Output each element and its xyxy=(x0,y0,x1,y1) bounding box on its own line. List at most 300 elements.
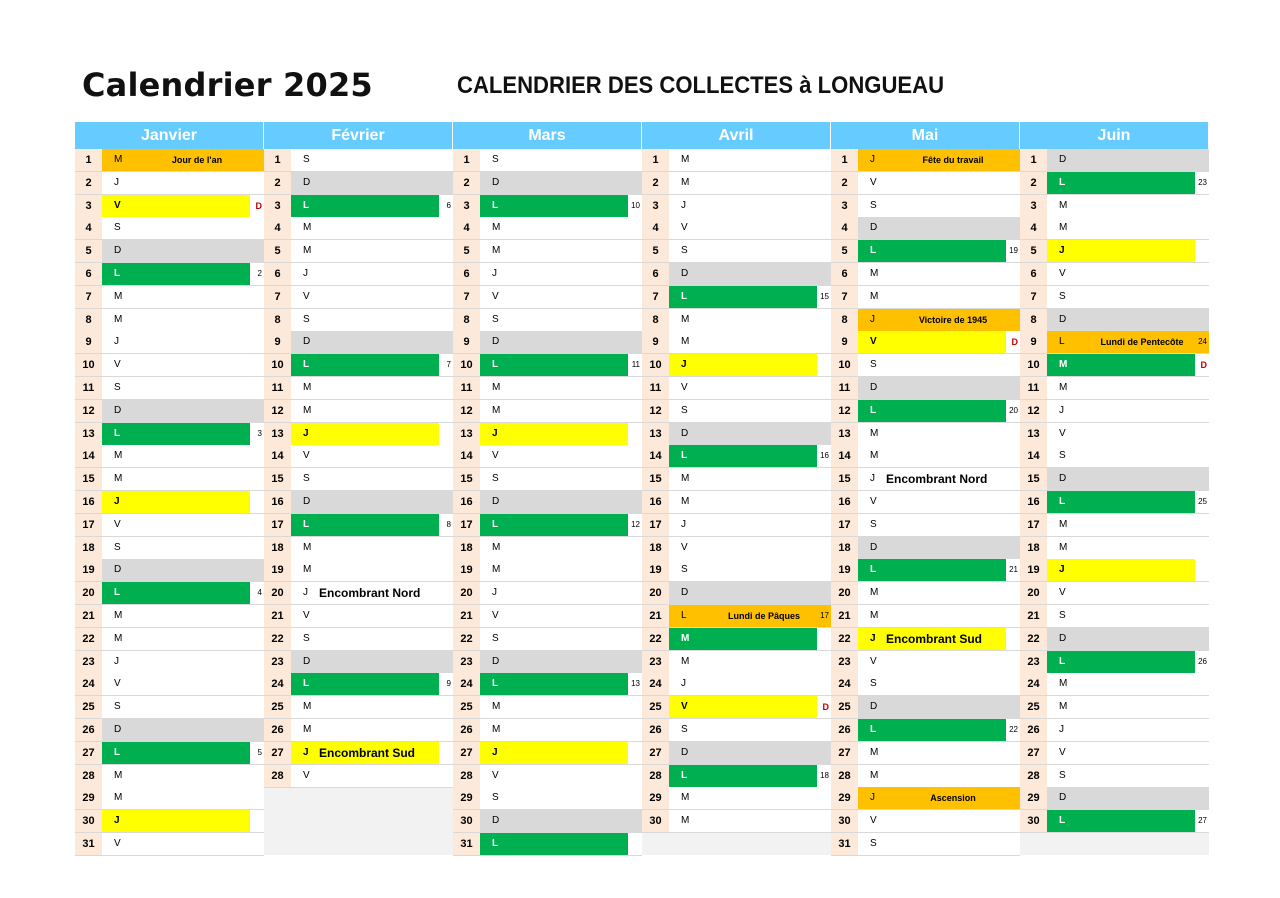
weekday-letter: M xyxy=(114,313,123,325)
weekday-letter: V xyxy=(303,610,310,621)
weekday-letter: L xyxy=(681,450,688,462)
day-cell xyxy=(102,172,250,194)
day-cell xyxy=(480,491,642,513)
day-cell xyxy=(1047,263,1195,285)
day-cell xyxy=(102,810,250,832)
day-row xyxy=(642,559,831,582)
weekday-letter: S xyxy=(114,701,121,713)
day-row xyxy=(642,354,831,377)
weekday-letter: L xyxy=(492,838,499,849)
day-number: 23 xyxy=(75,651,102,673)
day-row xyxy=(75,514,264,537)
week-number: 2 xyxy=(257,269,262,278)
weekday-letter: D xyxy=(492,336,500,348)
day-number: 18 xyxy=(642,537,669,559)
day-row xyxy=(264,377,453,400)
weekday-letter: M xyxy=(1059,518,1068,530)
weekday-letter: M xyxy=(681,336,690,348)
day-number: 13 xyxy=(1020,423,1047,445)
day-cell xyxy=(1047,787,1209,809)
day-number: 25 xyxy=(453,696,480,718)
day-number: 16 xyxy=(453,491,480,513)
day-cell xyxy=(480,628,628,650)
weekday-letter: D xyxy=(114,404,122,416)
day-row xyxy=(264,491,453,514)
weekday-letter: M xyxy=(681,496,690,507)
day-row xyxy=(264,240,453,263)
day-cell xyxy=(858,605,1006,627)
day-row xyxy=(75,765,264,788)
weekday-letter: L xyxy=(1059,496,1066,507)
weekday-letter: L xyxy=(303,199,310,211)
day-cell xyxy=(858,673,1006,695)
day-cell xyxy=(669,423,831,445)
day-number: 22 xyxy=(453,628,480,650)
day-row xyxy=(831,582,1020,605)
day-row xyxy=(642,787,831,810)
day-number: 3 xyxy=(831,195,858,217)
day-cell xyxy=(669,628,817,650)
day-row xyxy=(1020,787,1209,810)
week-number: 10 xyxy=(631,200,640,210)
weekday-letter: V xyxy=(492,450,499,462)
day-row xyxy=(75,605,264,628)
day-number: 19 xyxy=(831,559,858,581)
weekday-letter: S xyxy=(870,838,877,849)
day-cell xyxy=(102,217,250,239)
holiday-label: Fête du travail xyxy=(922,155,984,165)
month-column-3 xyxy=(642,122,831,855)
day-number: 8 xyxy=(75,309,102,331)
weekday-letter: M xyxy=(114,610,123,621)
day-cell xyxy=(102,400,264,422)
weekday-letter: D xyxy=(1059,313,1067,325)
day-number: 7 xyxy=(831,286,858,308)
day-row xyxy=(831,537,1020,560)
weekday-letter: J xyxy=(1059,404,1064,416)
day-row xyxy=(1020,582,1209,605)
day-row xyxy=(1020,354,1209,377)
bulky-collection-label: Encombrant Nord xyxy=(886,472,988,487)
day-number: 28 xyxy=(75,765,102,787)
page-subtitle: CALENDRIER DES COLLECTES à LONGUEAU xyxy=(457,72,945,99)
day-cell xyxy=(480,651,642,673)
day-row xyxy=(1020,445,1209,468)
day-row xyxy=(453,559,642,582)
day-number: 23 xyxy=(642,651,669,673)
day-cell xyxy=(1047,309,1209,331)
day-cell xyxy=(102,423,250,445)
weekday-letter: S xyxy=(114,541,121,553)
day-row xyxy=(1020,491,1209,514)
weekday-letter: M xyxy=(870,746,879,758)
day-row xyxy=(642,217,831,240)
day-cell xyxy=(480,263,628,285)
day-cell xyxy=(669,810,817,832)
week-number: 23 xyxy=(1198,177,1207,187)
day-number: 6 xyxy=(75,263,102,285)
weekday-letter: M xyxy=(114,632,123,644)
day-number: 6 xyxy=(453,263,480,285)
weekday-letter: L xyxy=(303,678,310,690)
day-cell xyxy=(669,331,817,353)
day-cell xyxy=(669,217,817,239)
weekday-letter: S xyxy=(492,632,499,644)
day-number: 14 xyxy=(642,445,669,467)
day-number: 31 xyxy=(831,833,858,855)
day-cell xyxy=(669,263,831,285)
day-row xyxy=(1020,263,1209,286)
day-row xyxy=(642,309,831,332)
day-row xyxy=(642,582,831,605)
weekday-letter: M xyxy=(492,541,501,553)
day-cell xyxy=(858,172,1006,194)
weekday-letter: S xyxy=(870,518,877,530)
day-cell xyxy=(102,628,250,650)
weekday-letter: J xyxy=(870,313,875,325)
weekday-letter: M xyxy=(303,701,312,713)
day-number: 22 xyxy=(75,628,102,650)
day-cell xyxy=(669,673,817,695)
day-number: 2 xyxy=(831,172,858,194)
weekday-letter: D xyxy=(492,496,500,507)
day-row xyxy=(453,765,642,788)
weekday-letter: M xyxy=(114,290,123,302)
weekday-letter: V xyxy=(1059,427,1066,439)
day-number: 9 xyxy=(75,331,102,353)
weekday-letter: V xyxy=(1059,587,1066,599)
day-row xyxy=(1020,628,1209,651)
day-row xyxy=(1020,537,1209,560)
day-row xyxy=(831,286,1020,309)
day-cell xyxy=(480,833,628,855)
day-number: 9 xyxy=(1020,331,1047,353)
day-row xyxy=(75,651,264,674)
day-row xyxy=(453,537,642,560)
holiday-label: Ascension xyxy=(930,793,976,804)
weekday-letter: V xyxy=(681,382,688,393)
month-header: Février xyxy=(264,122,453,149)
day-number: 7 xyxy=(264,286,291,308)
day-number: 9 xyxy=(453,331,480,353)
day-number: 15 xyxy=(453,468,480,490)
day-number: 23 xyxy=(264,651,291,673)
day-cell xyxy=(291,377,439,399)
day-cell xyxy=(480,696,628,718)
weekday-letter: D xyxy=(870,382,878,393)
week-number: 21 xyxy=(1009,565,1018,575)
day-row xyxy=(831,491,1020,514)
day-number: 10 xyxy=(453,354,480,376)
day-number: 29 xyxy=(75,787,102,809)
day-cell xyxy=(669,514,817,536)
weekday-letter: D xyxy=(1059,473,1067,485)
day-number: 1 xyxy=(831,149,858,171)
weekday-letter: V xyxy=(870,336,877,348)
day-row xyxy=(264,696,453,719)
weekday-letter: M xyxy=(303,222,312,234)
day-row xyxy=(642,537,831,560)
day-number: 17 xyxy=(264,514,291,536)
day-cell xyxy=(102,673,250,695)
weekday-letter: M xyxy=(681,154,690,165)
day-row xyxy=(453,810,642,833)
day-cell xyxy=(102,240,264,262)
day-row xyxy=(264,172,453,195)
week-number: 12 xyxy=(631,519,640,529)
day-number: 5 xyxy=(453,240,480,262)
weekday-letter: J xyxy=(681,678,686,690)
day-number: 19 xyxy=(75,559,102,581)
weekday-letter: D xyxy=(492,655,500,667)
day-number: 16 xyxy=(831,491,858,513)
day-row xyxy=(453,331,642,354)
day-number: 8 xyxy=(453,309,480,331)
weekday-letter: J xyxy=(492,746,498,758)
day-number: 9 xyxy=(831,331,858,353)
weekday-letter: J xyxy=(870,154,875,165)
weekday-letter: S xyxy=(1059,610,1066,621)
day-number: 27 xyxy=(642,742,669,764)
weekday-letter: J xyxy=(114,176,119,188)
week-number: 17 xyxy=(820,611,829,620)
day-row xyxy=(453,742,642,765)
day-cell xyxy=(480,810,642,832)
weekday-letter: V xyxy=(681,701,688,713)
weekday-letter: J xyxy=(1059,724,1064,735)
day-number: 26 xyxy=(264,719,291,741)
day-row xyxy=(453,468,642,491)
holiday-label: Jour de l'an xyxy=(171,155,223,165)
bulky-collection-label: Encombrant Sud xyxy=(886,631,983,646)
day-cell xyxy=(480,559,628,581)
day-number: 5 xyxy=(75,240,102,262)
weekday-letter: S xyxy=(681,724,688,735)
weekday-letter: S xyxy=(870,199,877,211)
day-cell xyxy=(102,468,250,490)
day-cell xyxy=(102,445,250,467)
weekday-letter: J xyxy=(681,359,687,371)
weekday-letter: D xyxy=(114,245,122,257)
day-cell xyxy=(480,217,628,239)
day-number: 18 xyxy=(831,537,858,559)
day-row xyxy=(831,719,1020,742)
day-cell xyxy=(1047,719,1195,741)
day-cell xyxy=(291,195,439,217)
day-row xyxy=(264,559,453,582)
day-number: 30 xyxy=(1020,810,1047,832)
day-number: 7 xyxy=(1020,286,1047,308)
day-cell xyxy=(858,149,1020,171)
day-row xyxy=(1020,172,1209,195)
day-number: 17 xyxy=(75,514,102,536)
weekday-letter: S xyxy=(492,313,499,325)
weekday-letter: M xyxy=(303,404,312,416)
weekday-letter: S xyxy=(1059,769,1066,781)
day-row xyxy=(642,149,831,172)
day-number: 22 xyxy=(264,628,291,650)
day-number: 27 xyxy=(453,742,480,764)
day-number: 8 xyxy=(1020,309,1047,331)
day-cell xyxy=(858,491,1006,513)
day-row xyxy=(75,149,264,172)
day-number: 21 xyxy=(264,605,291,627)
day-cell xyxy=(1047,217,1195,239)
day-number: 12 xyxy=(642,400,669,422)
day-cell xyxy=(1047,605,1195,627)
day-row xyxy=(831,514,1020,537)
day-row xyxy=(1020,742,1209,765)
day-cell xyxy=(480,423,628,445)
day-row xyxy=(453,696,642,719)
day-cell xyxy=(858,559,1006,581)
weekday-letter: V xyxy=(114,838,121,849)
day-cell xyxy=(669,605,831,627)
day-cell xyxy=(291,331,453,353)
day-row xyxy=(453,377,642,400)
day-row xyxy=(264,742,453,765)
day-row xyxy=(75,742,264,765)
weekday-letter: S xyxy=(303,632,310,644)
day-cell xyxy=(291,742,439,764)
day-cell xyxy=(480,468,628,490)
day-cell xyxy=(102,833,250,855)
day-cell xyxy=(669,149,817,171)
day-cell xyxy=(669,286,817,308)
day-row xyxy=(831,628,1020,651)
day-number: 12 xyxy=(453,400,480,422)
day-row xyxy=(1020,719,1209,742)
day-row xyxy=(75,263,264,286)
bulky-collection-label: Encombrant Sud xyxy=(319,745,416,760)
day-number: 20 xyxy=(75,582,102,604)
day-row xyxy=(75,537,264,560)
day-cell xyxy=(291,605,439,627)
day-cell xyxy=(669,765,817,787)
day-row xyxy=(264,423,453,446)
weekday-letter: M xyxy=(681,176,690,188)
day-number: 11 xyxy=(453,377,480,399)
day-number: 28 xyxy=(264,765,291,787)
day-row xyxy=(1020,309,1209,332)
day-number: 1 xyxy=(75,149,102,171)
day-number: 27 xyxy=(1020,742,1047,764)
month-column-4 xyxy=(831,122,1020,855)
weekday-letter: M xyxy=(1059,199,1068,211)
day-row xyxy=(831,765,1020,788)
day-row xyxy=(831,195,1020,218)
day-row xyxy=(642,423,831,446)
day-number: 27 xyxy=(831,742,858,764)
day-row xyxy=(831,377,1020,400)
week-number: 25 xyxy=(1198,497,1207,506)
day-cell xyxy=(102,149,264,171)
day-row xyxy=(75,195,264,218)
day-number: 12 xyxy=(75,400,102,422)
weekday-letter: D xyxy=(1059,632,1067,644)
day-number: 21 xyxy=(75,605,102,627)
weekday-letter: D xyxy=(492,815,500,827)
day-cell xyxy=(102,537,250,559)
day-number: 10 xyxy=(75,354,102,376)
day-row xyxy=(264,582,453,605)
day-number: 8 xyxy=(264,309,291,331)
day-row xyxy=(642,286,831,309)
day-number: 30 xyxy=(453,810,480,832)
day-number: 15 xyxy=(642,468,669,490)
day-row xyxy=(642,491,831,514)
weekday-letter: D xyxy=(303,336,311,348)
weekday-letter: V xyxy=(492,610,499,621)
weekday-letter: L xyxy=(1059,176,1066,188)
day-number: 1 xyxy=(1020,149,1047,171)
day-number: 2 xyxy=(642,172,669,194)
weekday-letter: D xyxy=(681,268,689,279)
weekday-letter: L xyxy=(681,290,688,302)
day-cell xyxy=(1047,651,1195,673)
day-number: 6 xyxy=(831,263,858,285)
day-number: 3 xyxy=(453,195,480,217)
day-row xyxy=(264,765,453,788)
day-row xyxy=(75,286,264,309)
day-number: 16 xyxy=(264,491,291,513)
day-number: 24 xyxy=(264,673,291,695)
day-cell xyxy=(291,263,439,285)
day-row xyxy=(75,673,264,696)
day-cell xyxy=(291,651,453,673)
weekday-letter: M xyxy=(681,815,690,827)
day-cell xyxy=(291,628,439,650)
day-cell xyxy=(669,491,817,513)
day-cell xyxy=(480,445,628,467)
weekday-letter: V xyxy=(870,655,877,667)
day-row xyxy=(264,217,453,240)
day-cell xyxy=(858,286,1006,308)
day-number: 16 xyxy=(1020,491,1047,513)
weekday-letter: V xyxy=(114,518,121,530)
day-row xyxy=(642,605,831,628)
day-cell xyxy=(480,172,642,194)
weekday-letter: J xyxy=(681,199,686,211)
weekday-letter: L xyxy=(870,564,877,576)
weekday-letter: M xyxy=(492,701,501,713)
day-row xyxy=(264,354,453,377)
day-cell xyxy=(480,286,628,308)
day-row xyxy=(453,240,642,263)
day-number: 23 xyxy=(831,651,858,673)
day-number: 20 xyxy=(831,582,858,604)
weekday-letter: M xyxy=(1059,222,1068,234)
weekday-letter: S xyxy=(303,473,310,485)
weekday-letter: D xyxy=(870,701,878,713)
weekday-letter: M xyxy=(492,724,501,735)
day-row xyxy=(1020,514,1209,537)
day-number: 14 xyxy=(264,445,291,467)
day-number: 30 xyxy=(75,810,102,832)
day-row xyxy=(453,309,642,332)
day-row xyxy=(642,719,831,742)
day-row xyxy=(453,582,642,605)
day-number: 2 xyxy=(453,172,480,194)
day-cell xyxy=(480,787,628,809)
weekday-letter: M xyxy=(681,792,690,804)
day-cell xyxy=(291,400,439,422)
day-cell xyxy=(102,605,250,627)
day-cell xyxy=(858,514,1006,536)
week-number: 16 xyxy=(820,451,829,461)
shift-marker: D xyxy=(1200,360,1207,371)
weekday-letter: J xyxy=(114,815,120,827)
